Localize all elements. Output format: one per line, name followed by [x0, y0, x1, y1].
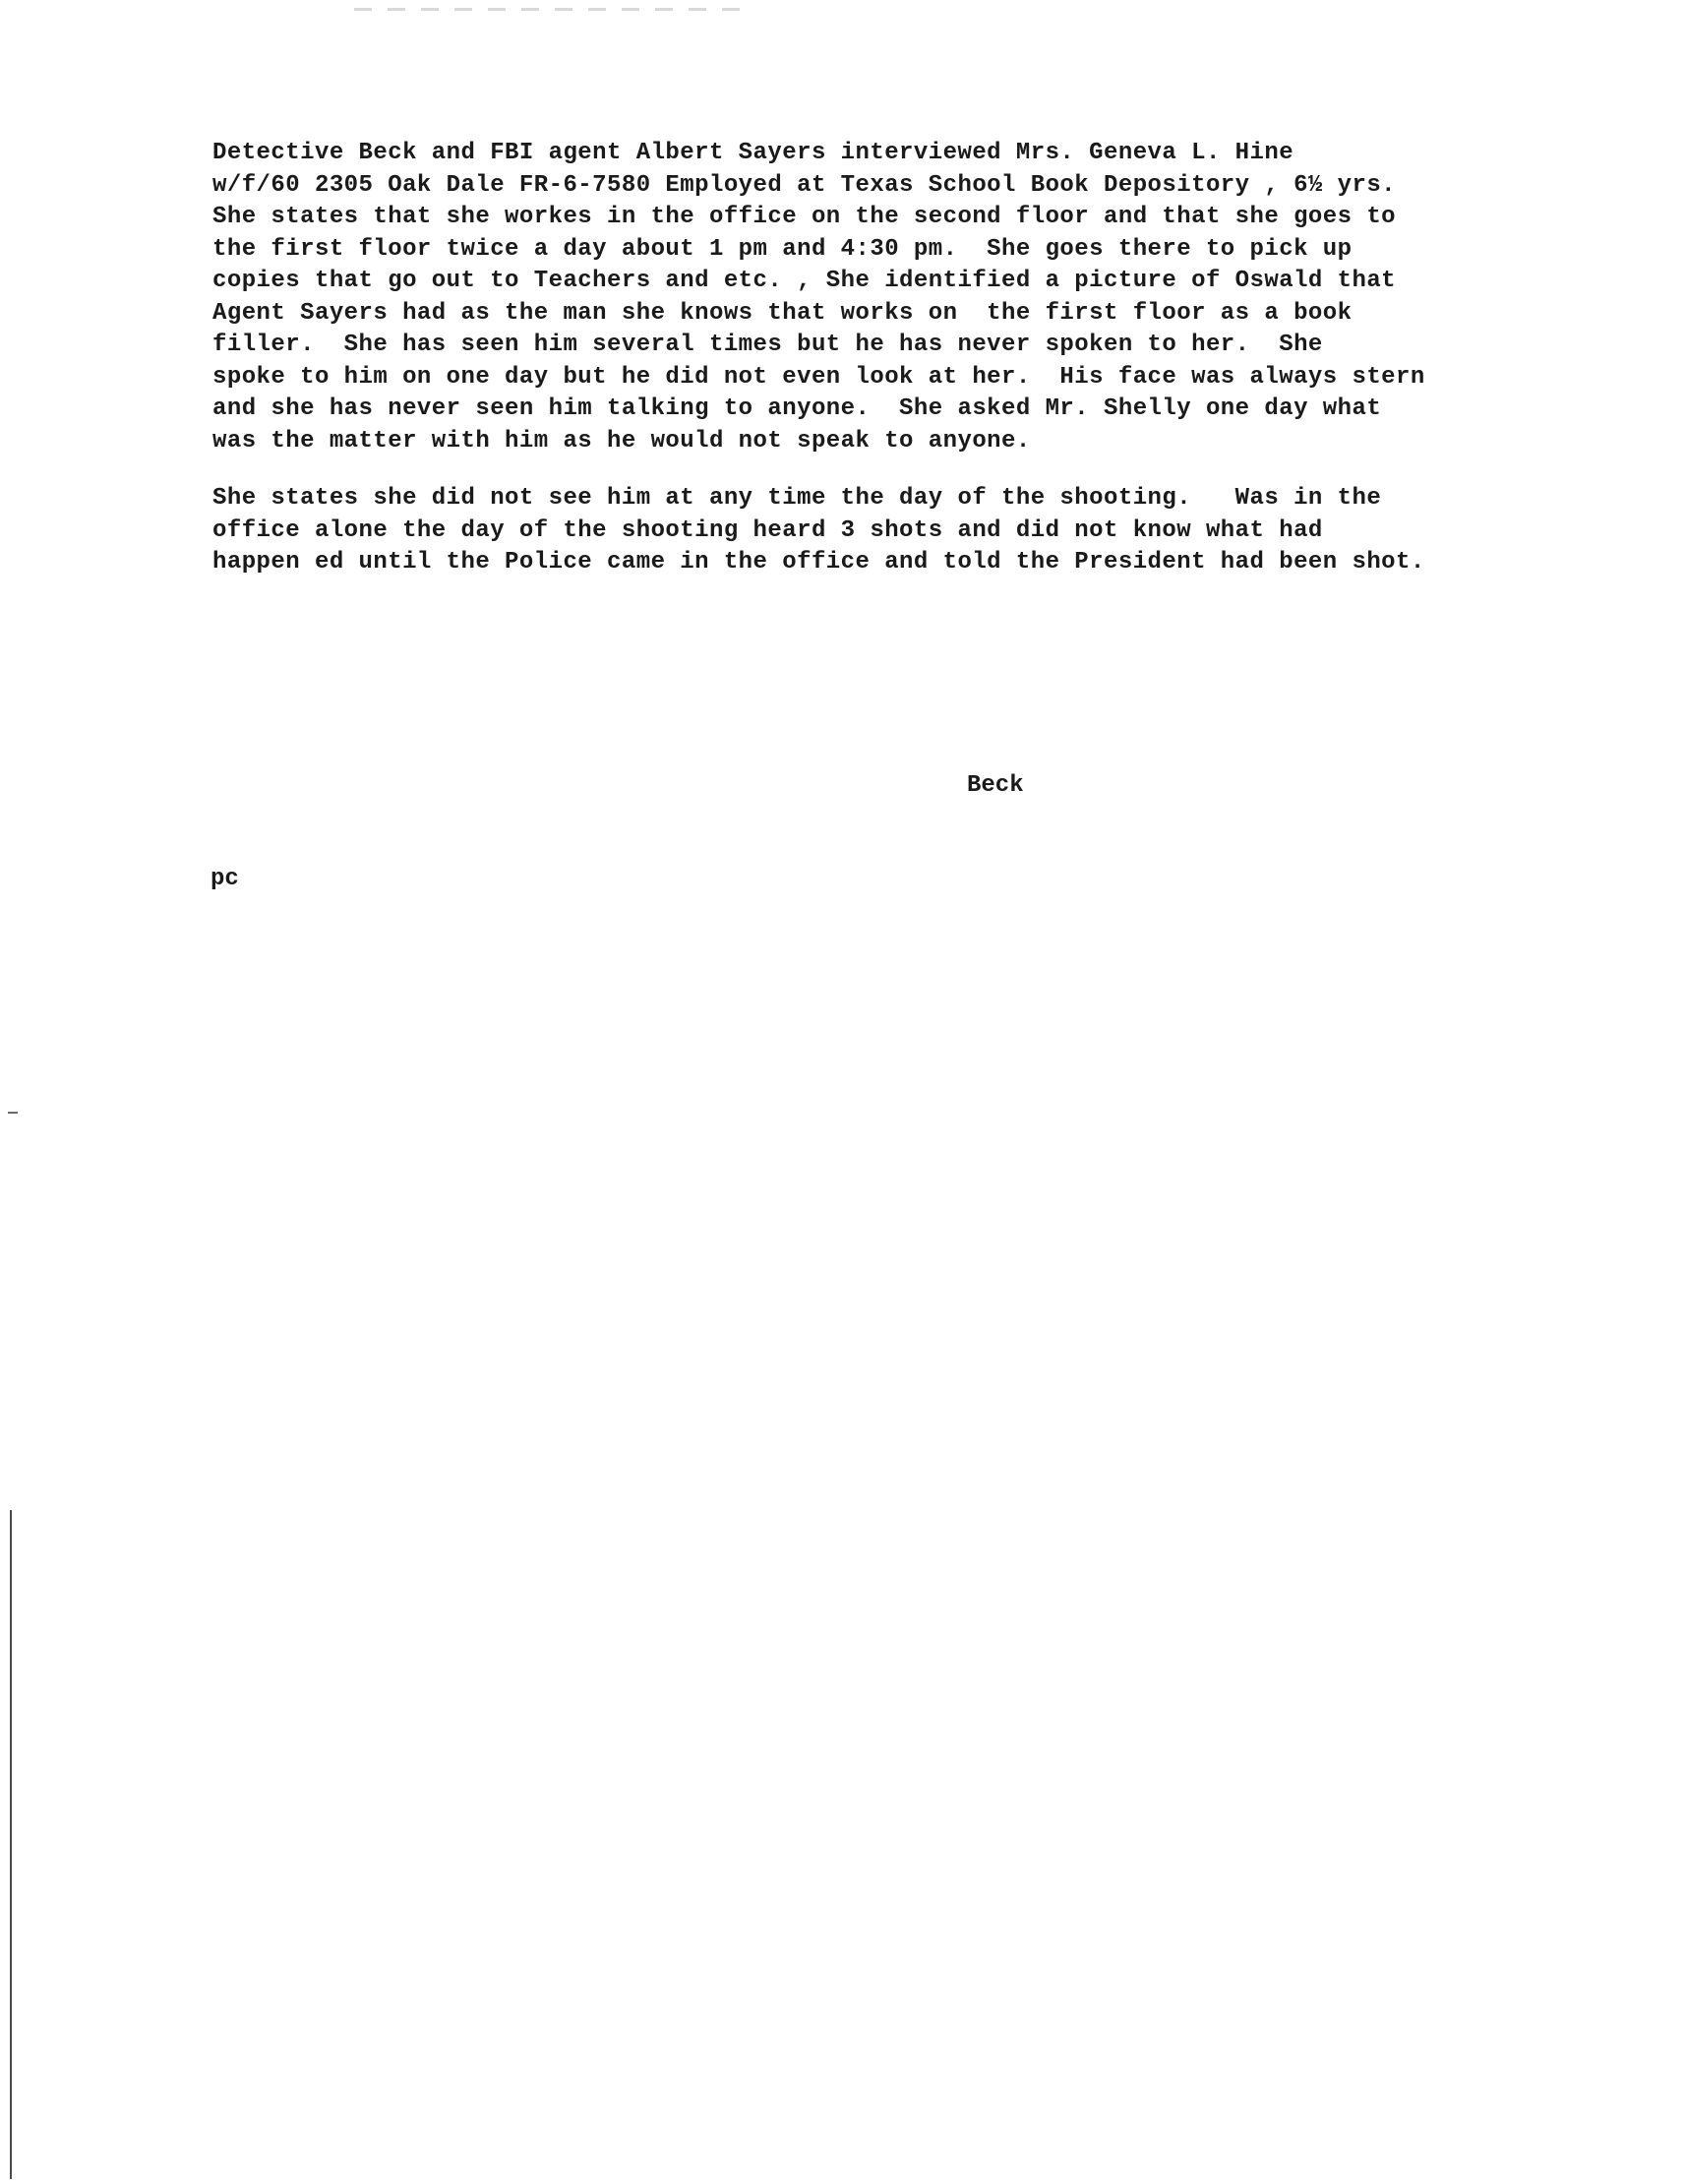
- text-line: and she has never seen him talking to anyone. She asked Mr. Shelly one day what: [212, 395, 1382, 422]
- signature-name: Beck: [967, 772, 1024, 799]
- typist-initials: pc: [210, 866, 239, 892]
- scan-artifact-left-tick: [8, 1112, 18, 1114]
- paragraph-interview: [212, 138, 1590, 457]
- text-line: office alone the day of the shooting heard 3 shots and did not know what had: [212, 516, 1323, 544]
- text-line: She states that she workes in the office on the second floor and that she goes to: [212, 204, 1397, 230]
- text-line: Detective Beck and FBI agent Albert Sayers interviewed Mrs. Geneva L. Hine: [212, 140, 1294, 166]
- text-line: happen ed until the Police came in the office and told the President had been shot.: [212, 549, 1425, 576]
- text-line: copies that go out to Teachers and etc. , She identified a picture of Oswald that: [212, 268, 1397, 294]
- report-body: [212, 138, 1590, 579]
- text-line: the first floor twice a day about 1 pm and 4:30 pm. She goes there to pick up: [212, 235, 1353, 263]
- text-line: Agent Sayers had as the man she knows that works on the first floor as a book: [212, 299, 1353, 327]
- scan-artifact-top: [354, 8, 748, 11]
- text-line: was the matter with him as he would not speak to anyone.: [212, 427, 1031, 455]
- text-line: w/f/60 2305 Oak Dale FR-6-7580 Employed at Texas School Book Depository , 6½ yrs.: [212, 171, 1397, 199]
- text-line: filler. She has seen him several times but he has never spoken to her. She: [212, 332, 1323, 358]
- scan-artifact-left-rule: [10, 1510, 12, 2179]
- text-line: spoke to him on one day but he did not even look at her. His face was always stern: [212, 363, 1425, 391]
- paragraph-day-of-shooting: [212, 483, 1590, 579]
- text-line: She states she did not see him at any time the day of the shooting. Was in the: [212, 485, 1382, 512]
